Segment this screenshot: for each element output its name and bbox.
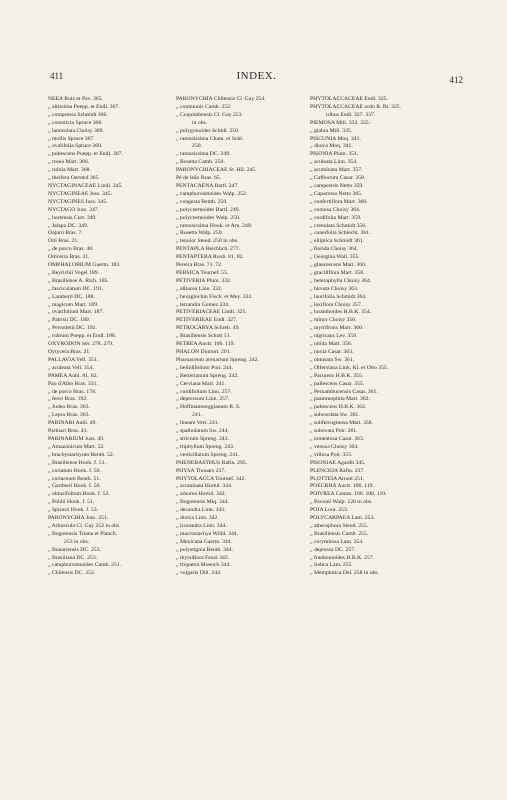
- index-entry: „ lanceolata Choisy 369.: [48, 127, 104, 134]
- index-entry: „ magicum Mart. 189.: [48, 301, 99, 308]
- index-entry: „ hexaglochin Fisch. et Mey. 333.: [176, 293, 253, 300]
- index-entry: „ Cerviana Mart. 241.: [176, 380, 226, 387]
- index-entry: „ crenulata Schmidt 356.: [310, 222, 367, 229]
- index-entry: „ communis Camb. 252.: [176, 103, 232, 110]
- index-entry: NEEA Ruiz et Pav. 365.: [48, 96, 103, 102]
- index-entry: „ polystigma Benth. 344.: [176, 546, 234, 553]
- index-entry: „ Brasiliense A. Rich. 185.: [48, 277, 109, 284]
- index-entry: „ compressa Schmidt 366.: [48, 111, 108, 118]
- index-entry: PARONYCHIA Juss. 251.: [48, 515, 109, 522]
- index-entry: „ depressum Linn. 257.: [176, 396, 230, 403]
- index-entry: PARINARIUM Juss. 49.: [48, 435, 105, 442]
- index-entry: „ mollis Spruce 367.: [48, 135, 95, 142]
- index-entry: Pé de leão Bras. 65.: [176, 175, 222, 182]
- index-entry: „ Berterianum Spreng. 242.: [176, 372, 239, 379]
- index-entry: „ venosa Choisy 364.: [310, 443, 359, 450]
- index-entry: „ Bogotensis Miq. 344.: [176, 499, 229, 506]
- index-entry: Parinari Bras. 43.: [48, 428, 88, 435]
- index-entry: „ minor Choisy 356.: [310, 317, 357, 324]
- index-entry: PHYTOLACCACEAE ordo R. Br. 325.: [310, 103, 402, 110]
- index-entry: „ Brasiliensis Schott 51.: [176, 333, 231, 340]
- index-entry: „ Georgina Wall. 355.: [310, 254, 360, 261]
- index-entry: „ rubrum Poepp. et Endl. 188.: [48, 333, 117, 340]
- index-entry: „ polycnemoides Walp. 250.: [176, 214, 241, 221]
- index-entry: „ acuminata Hortul. 344.: [176, 483, 233, 490]
- index-entry: PETROCARYA Schreb. 49.: [176, 325, 240, 332]
- index-entry: „ Coquimbensis Cl. Gay 253: [176, 111, 242, 118]
- index-entry: „ villosa Poir. 355.: [310, 451, 353, 458]
- index-entry: „ Sprucei Hook. f. 53.: [48, 507, 99, 514]
- index-entry: „ Bogotensis Triana et Planch.: [48, 530, 118, 537]
- index-entry: Pharnaceum arenarium Spreng. 242.: [176, 356, 259, 363]
- index-entry: „ triphyllum Spreng. 243.: [176, 443, 235, 450]
- index-entry: „ psammophila Mart. 362.: [310, 396, 370, 403]
- index-entry: „ noxia Casar. 363.: [310, 349, 354, 355]
- index-entry: PHENEBASTHUS Rafin. 295.: [176, 459, 248, 466]
- index-entry: „ subferruginosa Mart. 358.: [310, 420, 374, 427]
- index-entry: „ verticillatum Spreng. 241.: [176, 451, 240, 458]
- index-column-2: [176, 96, 310, 768]
- index-entry: 250.: [192, 143, 202, 150]
- index-entry: „ subcordata Sw. 361.: [310, 412, 360, 419]
- index-entry: „ Chilensis DC. 252.: [48, 570, 96, 577]
- index-entry: „ alliacea Linn. 332.: [176, 285, 223, 292]
- index-entry: „ Caffeorum Casar. 358.: [310, 175, 366, 182]
- index-entry: tribus Endl. 327. 337.: [326, 111, 376, 118]
- index-entry: „ Memphitica Del. 258 in obs.: [310, 570, 380, 577]
- index-entry: PENTACAENA Bartl. 247.: [176, 182, 239, 189]
- index-entry: „ polygonoides Schldl. 250.: [176, 127, 240, 134]
- index-entry: „ nitida Mart. 356.: [310, 341, 353, 348]
- index-entry: „ Hoffmannseggianum R. S.: [176, 404, 241, 411]
- index-entry: PARONYCHIACEAE St. Hil. 245.: [176, 167, 257, 174]
- index-entry: „ dioica Moq. 341.: [310, 143, 353, 150]
- index-entry: „ hortensis Curt. 349.: [48, 214, 97, 221]
- index-entry: PAMEA Aubl. 81. 82.: [48, 372, 99, 379]
- index-entry: „ subovata Poir. 361.: [310, 428, 358, 435]
- index-entry: „ Arbuscula Cl. Gay 252 in obs.: [48, 522, 121, 529]
- index-entry: „ tenuior Steud. 250 in obs.: [176, 238, 239, 245]
- index-entry: „ acuminata Mart. 357.: [310, 167, 363, 174]
- index-entry: „ laurifolia Schmidt 364.: [310, 293, 367, 300]
- index-entry: „ tetrandra Gomez 334.: [176, 301, 230, 308]
- index-entry: „ loranthoides H.B.K. 354.: [310, 309, 372, 316]
- index-entry: „ camphorosmoides Walp. 252.: [176, 190, 248, 197]
- index-entry: NYCTAGINES Juss. 345.: [48, 198, 108, 205]
- index-entry: „ Lepra Bras. 363.: [48, 412, 90, 419]
- index-entry: „ laxiflora Choisy 357.: [310, 301, 363, 308]
- index-entry: Oajurú Bras. 7.: [48, 230, 83, 237]
- index-entry: PETIVERIACEAE Lindl. 325.: [176, 309, 247, 316]
- index-entry: „ tomentosa Casar. 363.: [310, 435, 365, 442]
- index-entry: Oiticeira Bras. 21.: [48, 254, 90, 261]
- index-entry: POIVREA Comm. 106. 108. 119.: [310, 491, 387, 498]
- index-entry: „ arborea Hortul. 342.: [176, 491, 227, 498]
- index-column-3: [310, 96, 460, 768]
- index-entry: „ ramosissima DC. 249.: [176, 151, 231, 158]
- index-entry: „ Caparrosa Netto 365.: [310, 190, 363, 197]
- index-entry: „ camphorosmoides Camb. 251.: [48, 562, 122, 569]
- index-entry: „ elliptica Schmidt 361.: [310, 238, 365, 245]
- index-entry: „ lineare Vert. 241.: [176, 420, 220, 427]
- index-entry: POLYCARPAEA Lam. 253.: [310, 515, 375, 522]
- index-entry: „ triquetra Moench 344.: [176, 562, 231, 569]
- index-entry: POJA Lour. 253.: [310, 507, 349, 514]
- index-entry: „ obtusifolium Hook. f. 52.: [48, 491, 110, 498]
- index-entry: PHALON Dumort. 261.: [176, 349, 231, 355]
- index-entry: NYCTAGINACEAE Lindl. 345.: [48, 182, 123, 189]
- index-entry: „ vulgaris Dill. 344.: [176, 570, 222, 577]
- index-entry: „ Olfersiana Link, Kl. et Otto 355.: [310, 364, 389, 371]
- index-entry: „ pallescens Casar. 355.: [310, 380, 365, 387]
- index-entry: „ Pernambucensis Casar. 361.: [310, 388, 378, 395]
- index-entry: PISONIAE Agardh 345.: [310, 459, 366, 466]
- index-entry: „ frankenioides H.B.K. 257.: [310, 554, 374, 561]
- right-page-number: 412: [449, 75, 463, 85]
- index-entry: „ ramosissima Cham. et Schl.: [176, 135, 244, 142]
- index-entry: „ ferro Bras. 192.: [48, 396, 88, 403]
- index-entry: „ Judeo Bras. 363.: [48, 404, 90, 411]
- index-entry: „ Rosetta Camb. 250.: [176, 159, 225, 166]
- index-entry: „ nigricans Lev. 359.: [310, 333, 358, 340]
- index-entry: PLENCKIA Rafin. 237.: [310, 467, 365, 474]
- index-entry: „ Pavonii Walp. 120 in obs.: [310, 499, 373, 506]
- index-entry: „ Patrisii DC. 189.: [48, 317, 91, 324]
- index-entry: „ rufula Mart. 368.: [48, 167, 91, 174]
- index-entry: „ corymbosa Lam. 254.: [310, 538, 364, 545]
- index-entry: „ coriatum Hook. f. 50.: [48, 467, 101, 474]
- index-entry: „ Amazonicum Mart. 52.: [48, 443, 105, 450]
- index-entry: „ Lamberti DC. 188.: [48, 293, 95, 300]
- index-entry: PLOTTEIA Arnott 251.: [310, 475, 365, 482]
- index-entry: „ graciliflora Mart. 358.: [310, 269, 365, 276]
- index-entry: „ theifera Oersted 365.: [48, 175, 100, 182]
- index-entry: Pereira Bras. 71. 72.: [176, 262, 223, 269]
- index-entry: „ ramosissima Hook. et Arn. 249.: [176, 222, 253, 229]
- index-entry: „ Brasiliensis Camb. 255.: [310, 530, 369, 537]
- index-entry: PHYTOLACCA Tournef. 342.: [176, 475, 246, 482]
- page-header: [50, 71, 463, 87]
- index-entry: „ Beyrichii Vogel 189.: [48, 269, 99, 276]
- index-entry: PHYTOLACCACEAE Endl. 325.: [310, 96, 388, 102]
- index-entry: „ cuneifolia Schlecht. 361.: [310, 230, 371, 237]
- index-entry: „ cordifolia Mart. 359.: [310, 214, 362, 221]
- index-entry: „ Jalapa DC. 349.: [48, 222, 89, 229]
- index-entry: PETREA Auctt. 106. 119.: [176, 341, 235, 348]
- index-entry: PENTAPLA Reichbch. 277.: [176, 246, 240, 253]
- index-entry: „ atherophora Steud. 255.: [310, 522, 369, 529]
- index-entry: „ rosea Mart. 366.: [48, 159, 90, 166]
- index-entry: „ depressa DC. 257.: [310, 546, 356, 553]
- index-entry: Oiti Bras. 21.: [48, 238, 79, 245]
- index-entry: „ hirsuta Choisy 363.: [310, 285, 359, 292]
- index-entry: „ cordifolium Linn. 257.: [176, 388, 232, 395]
- index-entry: „ ovatifolium Mart. 187.: [48, 309, 104, 316]
- index-entry: „ Perrottetii DC. 192.: [48, 325, 97, 332]
- index-entry: „ myrtifrons Mart. 360.: [310, 325, 364, 332]
- index-entry: „ de porco Bras. 48.: [48, 246, 94, 253]
- index-entry: „ Pacurero H.B.K. 355.: [310, 372, 364, 379]
- index-entry: „ ovalifolia Spruce 368.: [48, 143, 103, 150]
- index-entry: „ constricta Spruce 368.: [48, 119, 103, 126]
- index-entry: NYCTAGO Juss. 347.: [48, 206, 100, 213]
- index-entry: „ dioica Linn. 342.: [176, 515, 219, 522]
- index-entry: „ Mexicana Gaertn. 344.: [176, 538, 233, 545]
- index-entry: „ Pohlii Hook. f. 51.: [48, 499, 95, 506]
- index-entry: 241.: [192, 412, 202, 419]
- index-entry: „ bellidifolium Poir. 244.: [176, 364, 234, 371]
- index-entry: „ brachystachyum Benth. 52.: [48, 451, 115, 458]
- index-entry: „ heterophylla Choisy 364.: [310, 277, 372, 284]
- index-entry: POECRHA Auctt. 106. 119.: [310, 483, 374, 490]
- index-entry: „ icosandra Linn. 344.: [176, 522, 227, 529]
- index-entry: Páo d'Alho Bras. 331.: [48, 380, 98, 387]
- index-entry: „ obtusata Sw. 361.: [310, 356, 355, 363]
- index-entry: „ altissima Poepp. et Endl. 367.: [48, 103, 120, 110]
- index-entry: „ Indica Lam. 255.: [310, 562, 353, 569]
- index-entry: Oytycera Bras. 21.: [48, 349, 91, 355]
- index-entry: 253 in obs.: [64, 538, 90, 545]
- index-entry: PISCUNIA Moq. 341.: [310, 135, 361, 142]
- index-entry: „ macrostachya Willd. 344.: [176, 530, 239, 537]
- index-entry: NYCTAGINEAE Juss. 345.: [48, 190, 113, 197]
- index-entry: „ confertiflora Mart. 360.: [310, 198, 368, 205]
- index-entry: „ spathulatum Sw. 244.: [176, 428, 229, 435]
- index-entry: „ pubescens H.B.K. 362.: [310, 404, 367, 411]
- index-entry: PHYSA Thouars 237.: [176, 467, 226, 474]
- index-entry: „ aculeata Linn. 354.: [310, 159, 358, 166]
- index-entry: PIEMOSA Mill. 333. 335.: [310, 119, 371, 126]
- index-entry: „ campestris Netto 359.: [310, 182, 364, 189]
- index-entry: „ pubescens Poepp. et Endl. 367.: [48, 151, 123, 158]
- left-page-number: 411: [50, 71, 64, 81]
- index-entry: „ Bonariensis DC. 253.: [48, 546, 101, 553]
- index-entry: OXYRODON Sér. 278. 279.: [48, 341, 114, 348]
- index-entry: „ polycnemoides Bartl. 249.: [176, 206, 240, 213]
- index-entry: in obs.: [192, 119, 208, 126]
- index-entry: „ coriaceum Benth. 51.: [48, 475, 101, 482]
- index-entry: „ congesta Benth. 250.: [176, 198, 228, 205]
- index-entry: „ decandra Linn. 343.: [176, 507, 226, 514]
- index-entry: „ thyrsiflora Fenzl 343.: [176, 554, 230, 561]
- index-entry: „ Brasiliana DC. 253.: [48, 554, 98, 561]
- index-entry: „ glaucescens Mart. 360.: [310, 262, 367, 269]
- index-entry: „ Gardneri Hook. f. 50.: [48, 483, 101, 490]
- index-entry: PETIVERIEAE Endl. 327.: [176, 317, 238, 324]
- index-entry: „ strictum Spreng. 243.: [176, 435, 229, 442]
- index-entry: „ Rosetta Walp. 250.: [176, 230, 223, 237]
- index-entry: „ glabra Mill. 335.: [310, 127, 353, 134]
- index-entry: „ florida Choisy 364.: [310, 246, 359, 253]
- index-entry: PISONIA Plum. 351.: [310, 151, 359, 158]
- index-entry: OMPHALOBIUM Gaertn. 183.: [48, 262, 121, 269]
- index-entry: „ aculeata Vell. 354.: [48, 364, 94, 371]
- index-entry: „ comosa Choisy 364.: [310, 206, 361, 213]
- index-column-1: [48, 96, 176, 768]
- index-entry: „ de porco Bras. 178.: [48, 388, 97, 395]
- index-entry: „ Brasiliense Hook. f. 51.: [48, 459, 106, 466]
- index-entry: PARONYCHIA Chilensis Cl. Gay 254.: [176, 96, 266, 102]
- index-entry: PERSICA Tournef. 55.: [176, 269, 229, 276]
- index-entry: PENTAPTERA Roxb. 81. 82.: [176, 254, 244, 261]
- index-entry: „ fasciculatum DC. 191.: [48, 285, 104, 292]
- index-entry: PARINARI Aubl. 49.: [48, 420, 97, 427]
- index-entry: PETIVERIA Plum. 332.: [176, 277, 232, 284]
- index-entry: PALLAVIA Vell. 351.: [48, 356, 99, 363]
- page-title: INDEX.: [236, 70, 277, 82]
